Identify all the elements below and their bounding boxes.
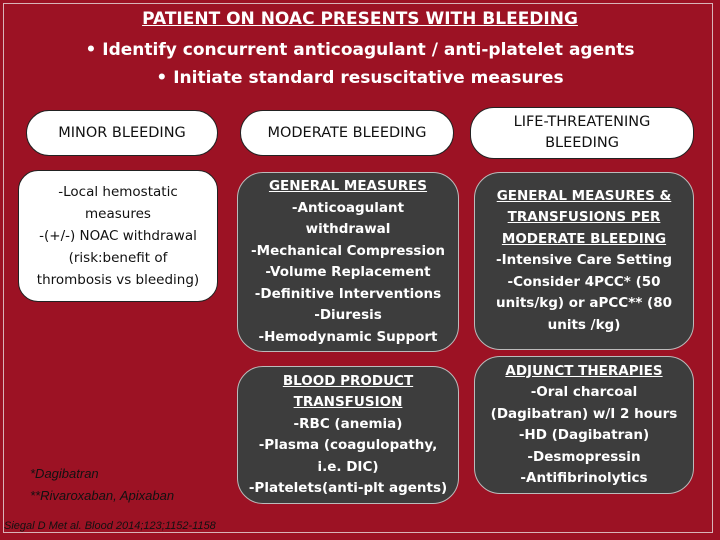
minor-line: (risk:benefit of [68, 250, 168, 266]
citation: Siegal D Met al. Blood 2014;123;1152-1158 [4, 520, 216, 532]
minor-bleeding-heading-text: MINOR BLEEDING [58, 125, 186, 141]
life-general-line: -Intensive Care Setting [496, 252, 672, 269]
life-general-line: -Consider 4PCC* (50 [507, 273, 661, 290]
footnotes [30, 463, 174, 507]
adjunct-line: -HD (Dagibatran) [518, 427, 650, 443]
life-general-title: TRANSFUSIONS PER [507, 209, 661, 226]
footnote-rivaroxaban-apixaban: **Rivaroxaban, Apixaban [30, 488, 175, 503]
blood-transfusion-title: BLOOD PRODUCT [282, 372, 414, 389]
blood-transfusion-line: -Platelets(anti-plt agents) [248, 480, 448, 496]
minor-line: thrombosis vs bleeding) [36, 272, 200, 288]
moderate-general-line: -Mechanical Compression [251, 242, 445, 259]
bullet-identify-agents: • Identify concurrent anticoagulant / anti-platelet agents [85, 40, 635, 60]
blood-transfusion-line: i.e. DIC) [317, 458, 379, 475]
moderate-general-line: -Hemodynamic Support [258, 328, 438, 345]
moderate-general-measures-box [237, 172, 459, 352]
minor-line: measures [85, 206, 151, 222]
life-threatening-heading [470, 107, 694, 159]
minor-bleeding-box [18, 170, 218, 302]
life-general-line: units/kg) or aPCC** (80 [495, 295, 672, 312]
adjunct-line: -Antifibrinolytics [520, 470, 648, 486]
life-general-title: GENERAL MEASURES & [496, 187, 672, 204]
adjunct-line: (Dagibatran) w/I 2 hours [490, 405, 678, 422]
moderate-general-line: withdrawal [305, 221, 391, 237]
footnote-dagibatran: *Dagibatran [30, 466, 99, 481]
moderate-bleeding-heading-text: MODERATE BLEEDING [267, 125, 427, 141]
blood-transfusion-line: -Plasma (coagulopathy, [258, 437, 438, 453]
minor-bleeding-heading [26, 110, 218, 156]
moderate-general-title: GENERAL MEASURES [268, 178, 428, 194]
moderate-blood-transfusion-box [237, 366, 459, 504]
moderate-general-line: -Volume Replacement [265, 264, 431, 280]
adjunct-line: -Oral charcoal [530, 384, 638, 400]
moderate-bleeding-heading [240, 110, 454, 156]
moderate-general-line: -Definitive Interventions [254, 285, 442, 302]
adjunct-therapies-title: ADJUNCT THERAPIES [505, 362, 663, 379]
slide-title: PATIENT ON NOAC PRESENTS WITH BLEEDING [142, 9, 578, 29]
life-general-line: units /kg) [547, 316, 621, 333]
blood-transfusion-title: TRANSFUSION [293, 394, 403, 410]
life-general-measures-box [474, 172, 694, 350]
minor-line: -Local hemostatic [58, 184, 178, 200]
life-threatening-heading-line: LIFE-THREATENING [513, 114, 651, 130]
moderate-general-line: -Anticoagulant [291, 199, 405, 216]
adjunct-line: -Desmopressin [527, 448, 641, 465]
adjunct-therapies-box [474, 356, 694, 494]
life-general-title: MODERATE BLEEDING [501, 230, 667, 247]
bullet-resuscitative-measures: • Initiate standard resuscitative measures [156, 68, 564, 88]
life-threatening-heading-line: BLEEDING [545, 135, 619, 151]
minor-line: -(+/-) NOAC withdrawal [39, 228, 197, 244]
moderate-general-line: -Diuresis [314, 307, 382, 323]
blood-transfusion-line: -RBC (anemia) [293, 415, 403, 432]
